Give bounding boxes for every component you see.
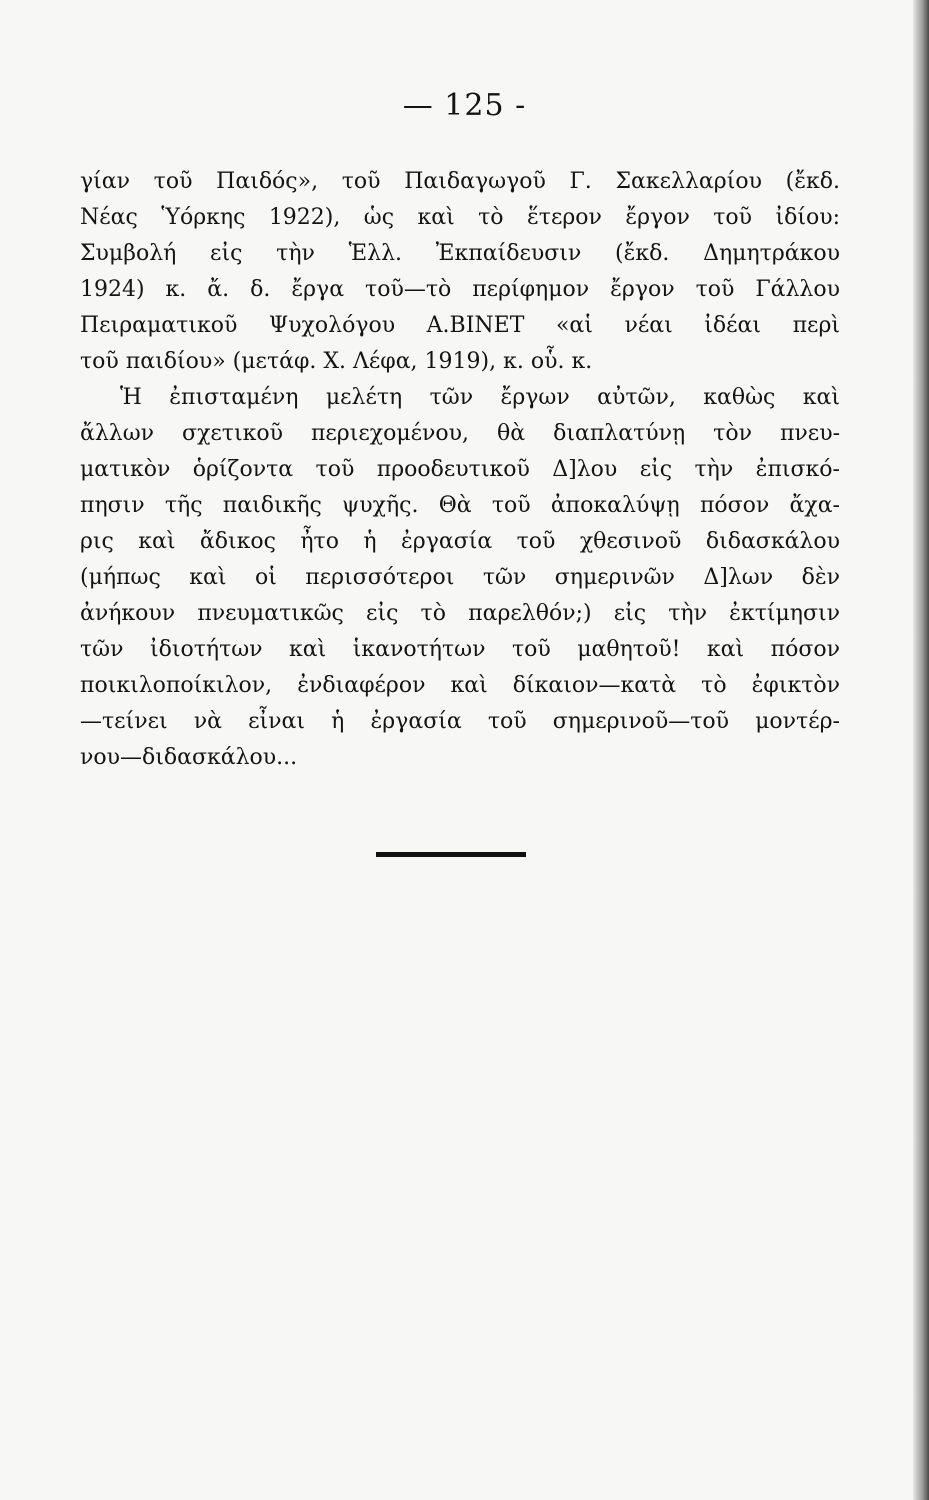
text-line: νου—διδασκάλου... (80, 745, 298, 770)
text-line: γίαν τοῦ Παιδός», τοῦ Παιδαγωγοῦ Γ. Σακελλαρίου (ἔκδ. (80, 169, 840, 194)
text-line: —τείνει νὰ εἶναι ἡ ἐργασία τοῦ σημερινοῦ—τοῦ μοντέρ- (80, 709, 840, 734)
text-line: Πειραματικοῦ Ψυχολόγου Α.ΒΙΝΕΤ «αἱ νέαι ἰδέαι περὶ (80, 313, 840, 338)
text-line: 1924) κ. ἄ. δ. ἔργα τοῦ—τὸ περίφημον ἔργον τοῦ Γάλλου (80, 277, 840, 302)
page-edge-shadow (913, 0, 929, 1500)
text-line: ματικὸν ὁρίζοντα τοῦ προοδευτικοῦ Δ]λου εἰς τὴν ἐπισκό- (80, 457, 840, 482)
section-divider-rule (376, 852, 526, 857)
paragraph-start-line: Ἡ ἐπισταμένη μελέτη τῶν ἔργων αὐτῶν, καθὼς καὶ (120, 385, 840, 410)
text-line: ἄλλων σχετικοῦ περιεχομένου, θὰ διαπλατύνῃ τὸν πνευ- (80, 421, 840, 446)
text-line: ἀνήκουν πνευματικῶς εἰς τὸ παρελθόν;) εἰς τὴν ἐκτίμησιν (80, 601, 840, 626)
body-text (80, 164, 840, 776)
text-line: πησιν τῆς παιδικῆς ψυχῆς. Θὰ τοῦ ἀποκαλύψῃ πόσον ἄχα- (80, 493, 840, 518)
text-line: ποικιλοποίκιλον, ἐνδιαφέρον καὶ δίκαιον—κατὰ τὸ ἐφικτὸν (80, 673, 840, 698)
text-line: Συμβολή εἰς τὴν Ἑλλ. Ἐκπαίδευσιν (ἔκδ. Δημητράκου (80, 241, 840, 266)
text-line: (μήπως καὶ οἱ περισσότεροι τῶν σημερινῶν Δ]λων δὲν (80, 565, 840, 590)
text-line: ρις καὶ ἄδικος ἦτο ἡ ἐργασία τοῦ χθεσινοῦ διδασκάλου (80, 529, 840, 554)
text-line: Νέας Ὑόρκης 1922), ὡς καὶ τὸ ἕτερον ἔργον τοῦ ἰδίου: (80, 205, 840, 230)
page-number: — 125 - (402, 88, 527, 123)
text-line: τοῦ παιδίου» (μετάφ. Χ. Λέφα, 1919), κ. οὗ. κ. (80, 349, 593, 374)
text-line: τῶν ἰδιοτήτων καὶ ἱκανοτήτων τοῦ μαθητοῦ! καὶ πόσον (80, 637, 840, 662)
